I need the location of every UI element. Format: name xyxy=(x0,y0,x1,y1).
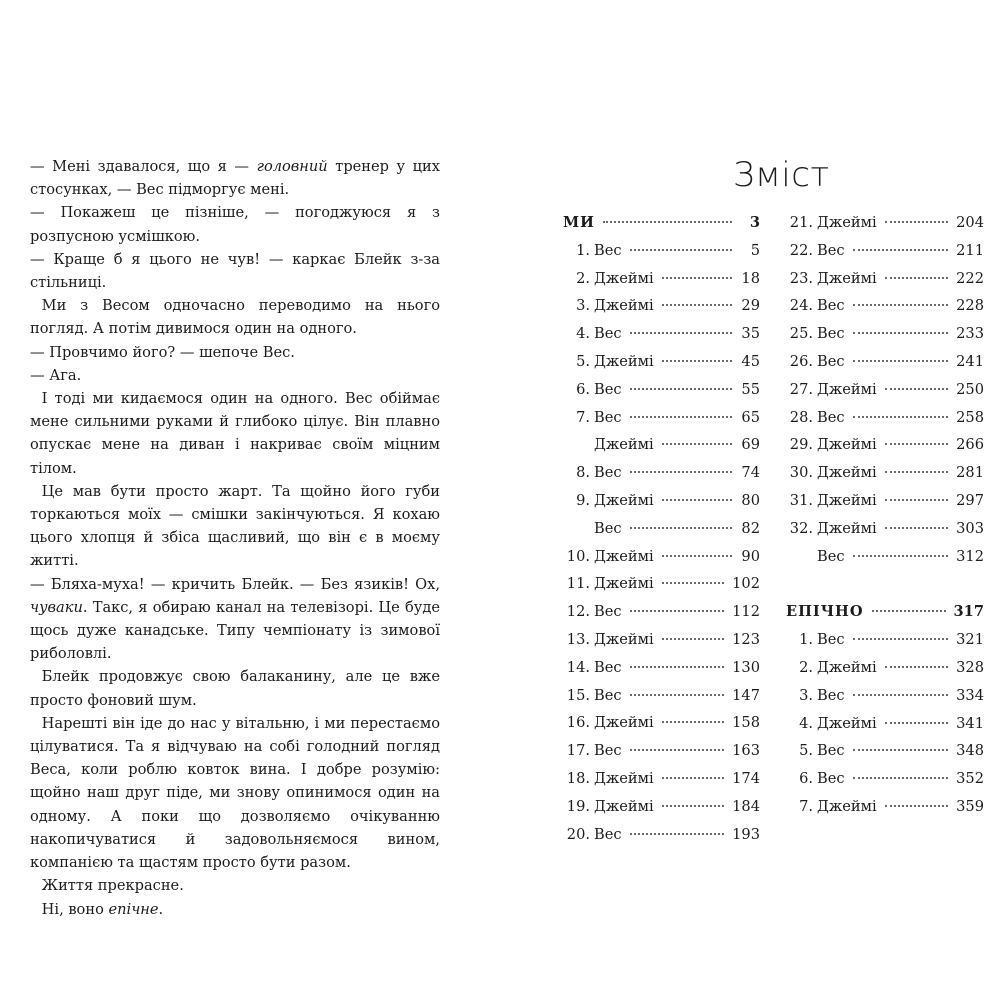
toc-page-number: 317 xyxy=(953,603,984,621)
story-paragraph xyxy=(30,573,440,666)
toc-chapter-entry[interactable] xyxy=(786,431,984,459)
text-run: тренер у цих стосунках, — Вес підморгує мені. xyxy=(30,158,440,199)
toc-page-number: 281 xyxy=(956,464,984,482)
toc-chapter-entry[interactable] xyxy=(786,292,984,320)
toc-page-number: 348 xyxy=(956,742,984,760)
toc-chapter-number: 28. xyxy=(789,408,813,426)
toc-chapter-entry[interactable] xyxy=(563,431,760,459)
toc-dot-leader xyxy=(662,443,732,445)
toc-chapter-number: 15. xyxy=(566,686,590,704)
toc-chapter-name: Джеймі xyxy=(817,714,877,732)
toc-page-number: 211 xyxy=(956,241,984,259)
toc-chapter-entry[interactable] xyxy=(786,682,984,710)
toc-page-number: 297 xyxy=(956,491,984,509)
toc-chapter-entry[interactable] xyxy=(786,487,984,515)
text-run: — Бляха-муха! — кричить Блейк. — Без язиків! Ох, xyxy=(30,575,440,593)
toc-chapter-entry[interactable] xyxy=(786,265,984,293)
story-paragraph xyxy=(30,294,440,340)
toc-chapter-name: Вес xyxy=(594,825,622,843)
toc-page-number: 174 xyxy=(732,769,760,787)
toc-chapter-number: 16. xyxy=(566,714,590,732)
toc-dot-leader xyxy=(853,555,949,557)
toc-dot-leader xyxy=(885,221,948,223)
toc-chapter-name: Вес xyxy=(594,325,622,343)
toc-page-number: 29 xyxy=(741,297,760,315)
toc-chapter-entry[interactable] xyxy=(563,793,760,821)
toc-chapter-number: 14. xyxy=(566,658,590,676)
toc-chapter-entry[interactable] xyxy=(563,654,760,682)
toc-dot-leader xyxy=(853,304,949,306)
toc-dot-leader xyxy=(885,388,948,390)
toc-dot-leader xyxy=(662,277,732,279)
toc-spacer xyxy=(786,570,984,598)
toc-page-number: 5 xyxy=(750,241,760,259)
toc-chapter-number: 19. xyxy=(566,797,590,815)
toc-chapter-name: Вес xyxy=(594,658,622,676)
toc-dot-leader xyxy=(853,332,949,334)
toc-dot-leader xyxy=(885,722,948,724)
story-paragraph xyxy=(30,898,440,921)
toc-page-number: 35 xyxy=(741,325,760,343)
toc-chapter-entry[interactable] xyxy=(786,654,984,682)
toc-chapter-name: Вес xyxy=(817,547,845,565)
toc-chapter-number: 18. xyxy=(566,769,590,787)
toc-chapter-entry[interactable] xyxy=(786,765,984,793)
toc-chapter-entry[interactable] xyxy=(786,404,984,432)
toc-chapter-name: Джеймі xyxy=(817,269,877,287)
toc-page-number: 334 xyxy=(956,686,984,704)
toc-chapter-name: Джеймі xyxy=(817,436,877,454)
toc-page-number: 102 xyxy=(732,575,760,593)
toc-chapter-name: Джеймі xyxy=(594,547,654,565)
toc-chapter-number: 5. xyxy=(799,742,813,760)
toc-chapter-name: Джеймі xyxy=(817,491,877,509)
toc-chapter-entry[interactable] xyxy=(563,682,760,710)
toc-page-number: 258 xyxy=(956,408,984,426)
toc-dot-leader xyxy=(662,638,724,640)
toc-chapter-entry[interactable] xyxy=(563,737,760,765)
story-paragraph xyxy=(30,480,440,573)
toc-page-number: 130 xyxy=(732,658,760,676)
toc-chapter-entry[interactable] xyxy=(786,710,984,738)
text-run: — Мені здавалося, що я — xyxy=(30,158,257,175)
toc-chapter-entry[interactable] xyxy=(563,265,760,293)
toc-chapter-entry[interactable] xyxy=(563,821,760,849)
toc-page-number: 18 xyxy=(741,269,760,287)
toc-chapter-number: 13. xyxy=(566,630,590,648)
toc-chapter-entry[interactable] xyxy=(786,793,984,821)
toc-page-number: 90 xyxy=(741,547,760,565)
toc-page-number: 184 xyxy=(732,797,760,815)
toc-chapter-number: 3. xyxy=(799,686,813,704)
toc-page-number: 222 xyxy=(956,269,984,287)
toc-chapter-number: 4. xyxy=(799,714,813,732)
text-run: . xyxy=(158,900,164,918)
toc-chapter-name: Джеймі xyxy=(817,214,877,231)
toc-page-number: 241 xyxy=(956,352,984,370)
toc-chapter-number: 1. xyxy=(576,241,590,259)
toc-chapter-entry[interactable] xyxy=(563,237,760,265)
toc-chapter-name: Вес xyxy=(817,770,845,788)
toc-chapter-name: Вес xyxy=(594,686,622,704)
toc-chapter-number: 29. xyxy=(789,436,813,454)
toc-chapter-number: 2. xyxy=(576,269,590,287)
toc-part-name: МИ xyxy=(563,214,595,231)
text-run: — Провчимо його? — шепоче Вес. xyxy=(30,343,295,361)
toc-chapter-entry[interactable] xyxy=(786,348,984,376)
toc-chapter-name: Джеймі xyxy=(594,352,654,370)
toc-chapter-name: Джеймі xyxy=(594,491,654,509)
toc-chapter-name: Вес xyxy=(594,603,622,621)
toc-chapter-entry[interactable] xyxy=(786,543,984,571)
story-paragraph xyxy=(30,387,440,480)
text-run: — Ага. xyxy=(30,366,82,384)
toc-chapter-entry[interactable] xyxy=(563,626,760,654)
toc-chapter-number: 11. xyxy=(566,575,590,593)
text-run: І тоді ми кидаємося один на одного. Вес обіймає мене сильними руками й глибоко цілує. Він плавно опускає мене на диван і накриває своїм міцним тілом. xyxy=(30,390,440,477)
toc-chapter-entry[interactable] xyxy=(563,765,760,793)
toc-dot-leader xyxy=(853,360,949,362)
toc-page-number: 147 xyxy=(732,686,760,704)
toc-chapter-number: 10. xyxy=(566,547,590,565)
toc-chapter-number: 6. xyxy=(799,770,813,788)
toc-page-number: 321 xyxy=(956,631,984,649)
toc-chapter-name: Вес xyxy=(817,686,845,704)
toc-chapter-name: Вес xyxy=(817,631,845,649)
toc-chapter-number: 20. xyxy=(566,825,590,843)
toc-dot-leader xyxy=(853,749,949,751)
toc-chapter-name: Вес xyxy=(817,241,845,259)
toc-dot-leader xyxy=(630,388,732,390)
toc-page-number: 193 xyxy=(732,825,760,843)
toc-page-number: 233 xyxy=(956,325,984,343)
toc-chapter-entry[interactable] xyxy=(563,348,760,376)
toc-chapter-entry[interactable] xyxy=(786,515,984,543)
text-run: — Покажеш це пізніше, — погоджуюся я з розпусною усмішкою. xyxy=(30,204,440,245)
toc-chapter-entry[interactable] xyxy=(563,320,760,348)
toc-dot-leader xyxy=(630,610,725,612)
toc-dot-leader xyxy=(885,471,948,473)
toc-chapter-number: 7. xyxy=(799,797,813,815)
story-text-page xyxy=(30,155,440,921)
toc-chapter-entry[interactable] xyxy=(563,404,760,432)
toc-title: Зміст xyxy=(733,155,830,195)
toc-dot-leader xyxy=(662,360,732,362)
toc-page-number: 74 xyxy=(741,464,760,482)
toc-chapter-name: Джеймі xyxy=(594,269,654,287)
text-run: епічне xyxy=(108,900,159,918)
toc-chapter-number: 22. xyxy=(789,241,813,259)
toc-chapter-name: Джеймі xyxy=(817,519,877,537)
toc-chapter-name: Джеймі xyxy=(594,714,654,732)
toc-chapter-name: Вес xyxy=(817,297,845,315)
toc-page-number: 80 xyxy=(741,491,760,509)
text-run: — Краще б я цього не чув! — каркає Блейк з-за стільниці. xyxy=(30,250,440,292)
toc-chapter-number: 17. xyxy=(566,742,590,760)
toc-chapter-name: Вес xyxy=(817,742,845,760)
toc-dot-leader xyxy=(630,694,725,696)
story-paragraph xyxy=(30,201,440,247)
toc-dot-leader xyxy=(603,221,732,223)
toc-chapter-number: 9. xyxy=(576,491,590,509)
toc-chapter-number: 24. xyxy=(789,297,813,315)
toc-chapter-entry[interactable] xyxy=(563,376,760,404)
toc-chapter-name: Вес xyxy=(817,325,845,343)
toc-chapter-number: 1. xyxy=(799,631,813,649)
toc-chapter-entry[interactable] xyxy=(563,459,760,487)
toc-column-right xyxy=(786,209,984,821)
toc-part-entry[interactable] xyxy=(786,598,984,626)
toc-page-number: 228 xyxy=(956,297,984,315)
toc-chapter-entry[interactable] xyxy=(786,237,984,265)
toc-page-number: 82 xyxy=(741,519,760,537)
toc-dot-leader xyxy=(885,499,948,501)
story-paragraph xyxy=(30,155,440,201)
toc-chapter-name: Джеймі xyxy=(817,658,877,676)
toc-chapter-entry[interactable] xyxy=(786,320,984,348)
text-run: Ні, воно xyxy=(41,900,109,918)
toc-chapter-name: Джеймі xyxy=(594,575,654,593)
toc-page-number: 204 xyxy=(956,214,984,231)
story-paragraph xyxy=(30,341,440,364)
story-paragraph xyxy=(30,665,440,711)
toc-dot-leader xyxy=(630,416,732,418)
toc-chapter-number: 7. xyxy=(576,408,590,426)
text-run: Це мав бути просто жарт. Та щойно його губи торкаються моїх — смішки закінчуються. Я кохаю цього хлопця й збіса щасливий, що він є в моєму житті. xyxy=(30,482,440,570)
toc-chapter-number: 31. xyxy=(789,491,813,509)
toc-page-number: 359 xyxy=(956,797,984,815)
toc-dot-leader xyxy=(885,527,948,529)
toc-chapter-name: Вес xyxy=(594,464,622,482)
toc-chapter-entry[interactable] xyxy=(563,598,760,626)
toc-chapter-number: 25. xyxy=(789,325,813,343)
toc-page-number: 3 xyxy=(749,214,760,231)
story-paragraph xyxy=(30,874,440,897)
toc-chapter-entry[interactable] xyxy=(563,543,760,571)
toc-dot-leader xyxy=(662,582,724,584)
toc-chapter-name: Джеймі xyxy=(817,797,877,815)
toc-dot-leader xyxy=(885,666,948,668)
toc-dot-leader xyxy=(630,527,732,529)
toc-page-number: 55 xyxy=(741,380,760,398)
toc-page-number: 123 xyxy=(732,630,760,648)
toc-chapter-number: 12. xyxy=(566,603,590,621)
toc-chapter-name: Джеймі xyxy=(817,380,877,398)
toc-dot-leader xyxy=(885,277,948,279)
toc-chapter-name: Вес xyxy=(817,352,845,370)
toc-page-number: 352 xyxy=(956,770,984,788)
toc-page-number: 158 xyxy=(732,714,760,732)
text-run: Блейк продовжує свою балаканину, але це вже просто фоновий шум. xyxy=(30,668,440,709)
toc-part-name: ЕПІЧНО xyxy=(786,603,864,621)
toc-page-number: 266 xyxy=(956,436,984,454)
toc-chapter-entry[interactable] xyxy=(786,737,984,765)
toc-dot-leader xyxy=(885,443,948,445)
toc-page-number: 312 xyxy=(956,547,984,565)
toc-chapter-name: Вес xyxy=(594,380,622,398)
toc-chapter-name: Вес xyxy=(594,742,622,760)
toc-dot-leader xyxy=(853,249,949,251)
toc-chapter-number: 4. xyxy=(576,325,590,343)
toc-page-number: 69 xyxy=(741,436,760,454)
toc-chapter-name: Джеймі xyxy=(817,464,877,482)
toc-chapter-number: 6. xyxy=(576,380,590,398)
toc-column-left xyxy=(563,209,760,848)
toc-page-number: 65 xyxy=(741,408,760,426)
toc-page-number: 250 xyxy=(956,380,984,398)
toc-chapter-entry[interactable] xyxy=(563,292,760,320)
toc-chapter-entry[interactable] xyxy=(786,626,984,654)
toc-chapter-number: 5. xyxy=(576,352,590,370)
toc-part-entry[interactable] xyxy=(563,209,760,237)
toc-chapter-name: Джеймі xyxy=(594,436,654,454)
toc-chapter-number: 21. xyxy=(789,214,813,231)
toc-chapter-name: Вес xyxy=(594,519,622,537)
toc-dot-leader xyxy=(662,777,724,779)
toc-page-number: 112 xyxy=(732,603,760,621)
toc-dot-leader xyxy=(630,666,725,668)
toc-dot-leader xyxy=(853,694,949,696)
toc-dot-leader xyxy=(662,555,732,557)
toc-dot-leader xyxy=(853,416,949,418)
toc-chapter-entry[interactable] xyxy=(563,570,760,598)
toc-chapter-entry[interactable] xyxy=(563,487,760,515)
text-run: головний xyxy=(256,158,328,175)
toc-dot-leader xyxy=(630,471,732,473)
toc-chapter-name: Джеймі xyxy=(594,297,654,315)
text-run: Ми з Весом одночасно переводимо на нього погляд. А потім дивимося один на одного. xyxy=(30,297,440,338)
toc-dot-leader xyxy=(630,749,725,751)
toc-chapter-number: 27. xyxy=(789,380,813,398)
toc-chapter-number: 8. xyxy=(576,464,590,482)
toc-dot-leader xyxy=(630,249,732,251)
story-paragraph xyxy=(30,248,440,294)
toc-chapter-number: 23. xyxy=(789,269,813,287)
toc-dot-leader xyxy=(630,332,732,334)
toc-chapter-entry[interactable] xyxy=(563,709,760,737)
toc-chapter-number: 26. xyxy=(789,352,813,370)
toc-chapter-name: Джеймі xyxy=(594,797,654,815)
toc-chapter-number: 3. xyxy=(576,297,590,315)
toc-chapter-name: Джеймі xyxy=(594,769,654,787)
toc-chapter-name: Вес xyxy=(594,241,622,259)
toc-dot-leader xyxy=(662,304,732,306)
toc-chapter-number: 32. xyxy=(789,519,813,537)
toc-dot-leader xyxy=(872,610,946,612)
toc-chapter-number: 2. xyxy=(799,658,813,676)
story-paragraph xyxy=(30,364,440,387)
toc-dot-leader xyxy=(662,805,724,807)
toc-chapter-entry[interactable] xyxy=(786,209,984,237)
text-run: Життя прекрасне. xyxy=(41,877,184,895)
toc-dot-leader xyxy=(885,805,948,807)
toc-page-number: 328 xyxy=(956,658,984,676)
toc-dot-leader xyxy=(662,721,724,723)
toc-page-number: 341 xyxy=(956,714,984,732)
toc-chapter-entry[interactable] xyxy=(786,376,984,404)
toc-chapter-name: Джеймі xyxy=(594,630,654,648)
toc-page-number: 45 xyxy=(741,352,760,370)
toc-chapter-number: 30. xyxy=(789,464,813,482)
toc-dot-leader xyxy=(630,833,725,835)
text-run: чуваки xyxy=(30,598,83,616)
toc-chapter-name: Вес xyxy=(594,408,622,426)
text-run: Нарешті він іде до нас у вітальню, і ми перестаємо цілуватися. Та я відчуваю на собі голодний погляд Веса, коли роблю ковток вина. І добре розумію: щойно наш друг піде, ми знову опинимося один на одному. А поки що дозволяємо очікуванню накопичуватися й задовольняємося вином, компанією та щастям просто бути разом. xyxy=(30,714,440,872)
toc-page-number: 163 xyxy=(732,742,760,760)
text-run: . Такс, я обираю канал на телевізорі. Це буде щось дуже канадське. Типу чемпіонату із зимової риболовлі. xyxy=(30,598,440,663)
story-paragraph xyxy=(30,712,440,874)
toc-dot-leader xyxy=(662,499,732,501)
toc-dot-leader xyxy=(853,777,949,779)
toc-page-number: 303 xyxy=(956,519,984,537)
toc-dot-leader xyxy=(853,638,949,640)
toc-chapter-entry[interactable] xyxy=(786,459,984,487)
toc-chapter-name: Вес xyxy=(817,408,845,426)
toc-chapter-entry[interactable] xyxy=(563,515,760,543)
